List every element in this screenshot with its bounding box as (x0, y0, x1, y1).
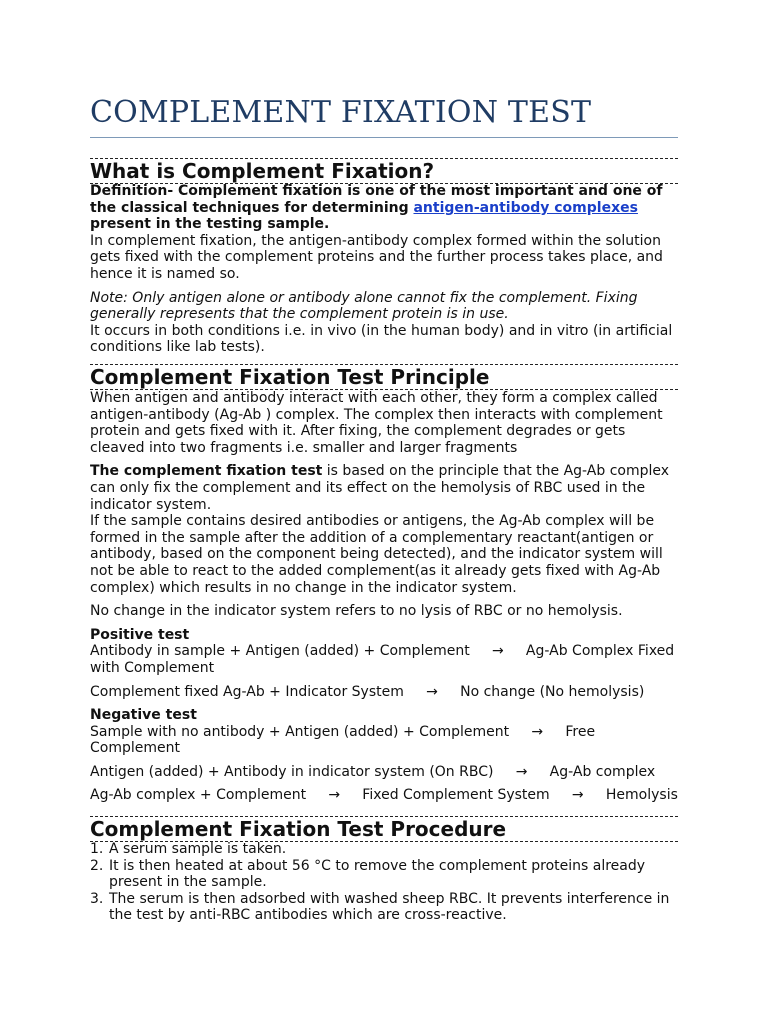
note-paragraph: Note: Only antigen alone or antibody alone cannot fix the complement. Fixing generally represents that the complement protein is in use. (90, 289, 638, 323)
negative-reaction-3: Ag-Ab complex + Complement → Fixed Complement System → Hemolysis (90, 787, 678, 804)
negative-test-label: Negative test (90, 707, 197, 724)
section-heading-principle: Complement Fixation Test Principle (90, 364, 678, 390)
positive-test-label: Positive test (90, 626, 190, 643)
positive-reaction-1: Antibody in sample + Antigen (added) + Complement → Ag-Ab Complex Fixed with Complement (90, 643, 679, 676)
positive-reaction-2: Complement fixed Ag-Ab + Indicator System → No change (No hemolysis) (90, 683, 645, 700)
paragraph: When antigen and antibody interact with each other, they form a complex called antigen-antibody (Ag-Ab ) complex. The complex then interacts with complement protein and gets fixed with it. After fixing, the complement degrades or gets cleaved into two fragments i.e. smaller and larger fragments (90, 390, 663, 456)
section-heading-what-is: What is Complement Fixation? (90, 158, 678, 184)
paragraph: No change in the indicator system refers to no lysis of RBC or no hemolysis. (90, 603, 623, 620)
list-item (90, 891, 678, 924)
definition-paragraph (90, 183, 678, 233)
list-number: 3. (90, 890, 104, 907)
negative-reaction-1: Sample with no antibody + Antigen (added) + Complement → Free Complement (90, 723, 600, 757)
procedure-list (90, 841, 678, 924)
paragraph: In complement fixation, the antigen-antibody complex formed within the solution gets fixed with the complement proteins and the further process takes place, and hence it is named so. (90, 232, 663, 282)
antigen-antibody-link[interactable]: antigen-antibody complexes (413, 199, 638, 216)
section-heading-procedure: Complement Fixation Test Procedure (90, 816, 678, 842)
page-title: COMPLEMENT FIXATION TEST (90, 95, 592, 130)
section-principle (90, 390, 678, 804)
negative-reaction-2: Antigen (added) + Antibody in indicator system (On RBC) → Ag-Ab complex (90, 763, 656, 780)
list-number: 2. (90, 857, 104, 874)
list-item (90, 841, 678, 858)
title-underline (90, 137, 678, 138)
paragraph-text: is based on the principle that the Ag-Ab complex can only fix the complement and its effect on the hemolysis of RBC used in the indicator system. (90, 463, 670, 513)
section-what-is (90, 183, 678, 356)
list-item-text: It is then heated at about 56 °C to remove the complement proteins already present in the sample. (109, 857, 646, 891)
paragraph: It occurs in both conditions i.e. in vivo (in the human body) and in vitro (in artificial conditions like lab tests). (90, 322, 673, 356)
list-item-text: A serum sample is taken. (109, 841, 287, 857)
bold-term: The complement fixation test (90, 463, 323, 480)
paragraph: If the sample contains desired antibodies or antigens, the Ag-Ab complex will be formed in the sample after the addition of a complementary reactant(antigen or antibody, based on the component being detected), and the indicator system will not be able to react to the added complement(as it already gets fixed with Ag-Ab complex) which results in no change in the indicator system. (90, 513, 663, 596)
list-number: 1. (90, 841, 104, 857)
list-item (90, 858, 678, 891)
definition-text-end: present in the testing sample. (90, 216, 330, 233)
definition-text: Definition- Complement fixation is one of the most important and one of the classical techniques for determining (90, 183, 663, 216)
list-item-text: The serum is then adsorbed with washed sheep RBC. It prevents interference in the test by anti-RBC antibodies which are cross-reactive. (109, 890, 670, 924)
paragraph (90, 463, 678, 513)
